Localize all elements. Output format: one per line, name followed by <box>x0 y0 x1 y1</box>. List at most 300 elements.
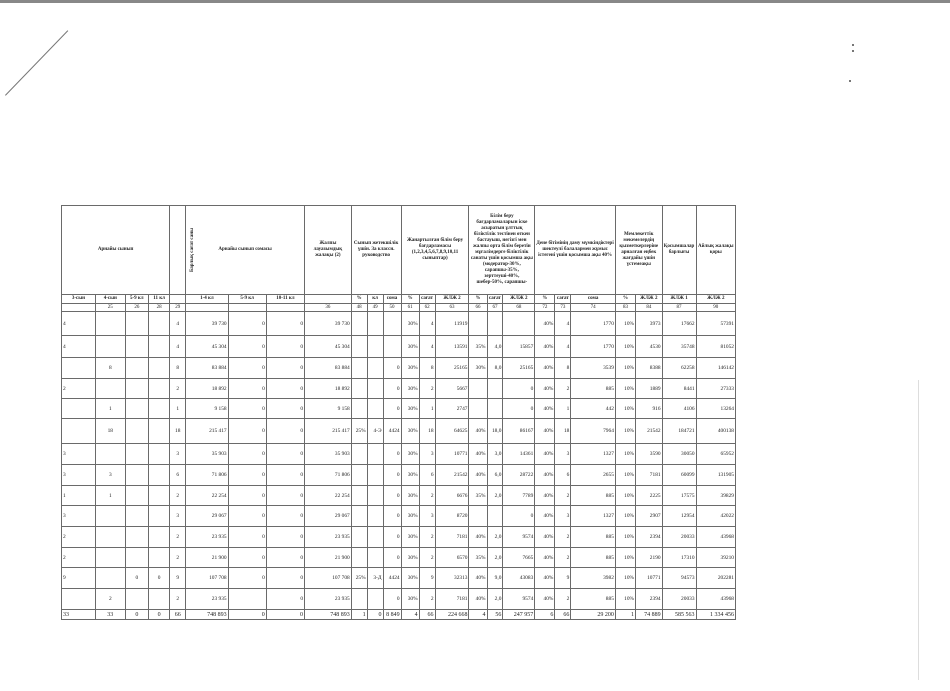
totals-row-cell: 0 <box>228 610 266 620</box>
table-row-cell <box>125 312 148 336</box>
table-row <box>62 506 736 527</box>
table-row-cell: 7181 <box>435 589 469 610</box>
subheader-row-cell: ЖЛЖ 1 <box>662 295 696 304</box>
table-row-cell: 202281 <box>696 568 735 589</box>
header-total-additions: Қосымшалар барлығы <box>662 206 696 295</box>
table-row-cell: 30050 <box>662 444 696 465</box>
table-row-cell: 6 <box>555 465 571 486</box>
totals-row-cell: 0 <box>266 610 304 620</box>
column-number-row-cell: 48 <box>351 304 367 312</box>
table-row-cell <box>383 312 401 336</box>
table-row-cell: 9 <box>419 568 435 589</box>
column-number-row-cell: 68 <box>503 304 535 312</box>
table-row-cell <box>125 399 148 419</box>
column-number-row-cell: 84 <box>636 304 663 312</box>
table-row-cell <box>149 589 170 610</box>
table-row-cell: 39 730 <box>186 312 228 336</box>
table-row-cell: 29 067 <box>305 506 352 527</box>
column-number-row-cell: 50 <box>383 304 401 312</box>
table-row-cell: 40% <box>535 312 555 336</box>
table-row-cell <box>367 444 383 465</box>
table-row-cell: 9 <box>170 568 186 589</box>
table-row <box>62 336 736 358</box>
table-row-cell: 18 <box>419 419 435 444</box>
table-row-cell <box>149 548 170 568</box>
table-row-cell: 0 <box>228 465 266 486</box>
table-row-cell: 2 <box>170 548 186 568</box>
table-row-cell <box>95 527 125 548</box>
subheader-row <box>62 295 736 304</box>
table-row-cell: 40% <box>535 548 555 568</box>
table-row-cell: 3973 <box>636 312 663 336</box>
totals-row-cell: 6 <box>535 610 555 620</box>
table-row-cell: 15857 <box>503 336 535 358</box>
table-row-cell: 3 <box>95 465 125 486</box>
table-row-cell: 30% <box>401 379 419 399</box>
table-row-cell: 0 <box>266 312 304 336</box>
table-row-cell <box>125 358 148 379</box>
table-row-cell: 10% <box>615 527 635 548</box>
table-row-cell <box>351 379 367 399</box>
subheader-row-cell: ЖЛЖ 2 <box>435 295 469 304</box>
table-row-cell <box>351 548 367 568</box>
table-row-cell: 2 <box>555 527 571 548</box>
totals-row-cell: 1 <box>615 610 635 620</box>
table-row-cell: 30% <box>401 589 419 610</box>
table-row-cell <box>228 589 266 610</box>
payroll-sheet <box>61 205 736 618</box>
table-row-cell: 30% <box>401 358 419 379</box>
table-row-cell: 8720 <box>435 506 469 527</box>
table-row-cell: 35% <box>469 548 487 568</box>
table-row-cell: 29 067 <box>186 506 228 527</box>
table-row-cell: 2 <box>170 486 186 506</box>
subheader-row-cell: сағат <box>487 295 503 304</box>
table-row-cell: 2907 <box>636 506 663 527</box>
table-row-cell: 0 <box>266 506 304 527</box>
table-row-cell: 0 <box>383 444 401 465</box>
table-row-cell <box>351 312 367 336</box>
table-row-cell: 11919 <box>435 312 469 336</box>
table-row-cell <box>149 527 170 548</box>
table-row-cell <box>149 465 170 486</box>
table-row-cell: 131905 <box>696 465 735 486</box>
column-number-row-cell: 83 <box>615 304 635 312</box>
table-row-cell: 18 <box>170 419 186 444</box>
header-total-salary: Жалпы лауазымдық жалақы (2) <box>305 206 352 295</box>
table-row-cell: 4 <box>555 336 571 358</box>
table-row-cell: 40% <box>469 444 487 465</box>
totals-row-cell: 0 <box>125 610 148 620</box>
table-row-cell: 0 <box>383 589 401 610</box>
totals-row-cell: 33 <box>62 610 96 620</box>
table-row-cell: 18 892 <box>186 379 228 399</box>
table-row-cell: 39210 <box>696 548 735 568</box>
table-row-cell <box>351 486 367 506</box>
table-row-cell <box>125 527 148 548</box>
totals-row-cell: 247 957 <box>503 610 535 620</box>
table-row-cell: 1 <box>95 399 125 419</box>
totals-row-cell: 748 893 <box>186 610 228 620</box>
table-row-cell: 3 <box>170 506 186 527</box>
table-row-cell: 1327 <box>571 444 616 465</box>
table-row-cell: 4 <box>170 312 186 336</box>
table-row-cell <box>95 548 125 568</box>
column-number-row-cell: 36 <box>305 304 352 312</box>
table-row-cell: 40% <box>535 506 555 527</box>
table-row-cell: 43083 <box>503 568 535 589</box>
table-row-cell: 9,0 <box>487 568 503 589</box>
table-row-cell <box>125 486 148 506</box>
table-row-cell: 2 <box>419 527 435 548</box>
subheader-row-cell: % <box>351 295 367 304</box>
table-row-cell: 1 <box>555 399 571 419</box>
table-row-cell: 442 <box>571 399 616 419</box>
subheader-row-cell: 1-4 кл <box>186 295 228 304</box>
table-row-cell: 0 <box>383 465 401 486</box>
totals-row-cell: 4 <box>469 610 487 620</box>
table-row-cell: 10% <box>615 399 635 419</box>
table-row-cell: 146142 <box>696 358 735 379</box>
table-row-cell: 4-Э <box>367 419 383 444</box>
table-row-cell: 107 708 <box>305 568 352 589</box>
table-row-cell: 2 <box>62 527 96 548</box>
table-row-cell: 32313 <box>435 568 469 589</box>
table-row-cell <box>367 548 383 568</box>
table-row-cell <box>367 589 383 610</box>
totals-row-cell: 66 <box>170 610 186 620</box>
table-row-cell: 885 <box>571 548 616 568</box>
header-special-class-amount: Арнайы сынып сомасы <box>186 206 305 295</box>
table-row-cell: 23 935 <box>305 527 352 548</box>
table-row-cell: 1 <box>62 486 96 506</box>
column-number-row-cell: 67 <box>487 304 503 312</box>
table-row-cell: 43968 <box>696 527 735 548</box>
table-row-cell <box>367 506 383 527</box>
header-monthly-fund: Айлық жалақы қоры <box>696 206 735 295</box>
subheader-row-cell: сағат <box>555 295 571 304</box>
table-row-cell: 83 884 <box>186 358 228 379</box>
table-row-cell <box>487 379 503 399</box>
subheader-row-cell: 5-9 кл <box>125 295 148 304</box>
table-row-cell: 0 <box>503 399 535 419</box>
header-qualification-allowance: Білім беру бағдарламаларын іске асыратын ұлттық біліктілік тестінен өткен бастауыш, негізгі мен жалпы орта білім беретін мұғалімдерге біліктілік санаты үшін қосымша ақы (модератор-30%, сарапшы-35%, зерттеуші-40%, шебер-50%, сарапшы- <box>469 206 535 295</box>
table-row-cell <box>487 506 503 527</box>
table-row-cell: 0 <box>266 336 304 358</box>
subheader-row-cell: % <box>401 295 419 304</box>
table-row-cell <box>487 312 503 336</box>
subheader-row-cell: 11 кл <box>149 295 170 304</box>
table-row-cell: 3590 <box>636 444 663 465</box>
scan-speck <box>849 80 851 82</box>
table-row-cell: 10% <box>615 358 635 379</box>
subheader-row-cell: % <box>469 295 487 304</box>
table-row-cell: 2 <box>170 589 186 610</box>
table-row-cell: 0 <box>266 419 304 444</box>
table-row-cell: 12954 <box>662 506 696 527</box>
totals-row-cell: 585 563 <box>662 610 696 620</box>
table-row-cell: 3 <box>419 506 435 527</box>
table-row-cell: 0 <box>149 568 170 589</box>
column-number-row-cell: 25 <box>95 304 125 312</box>
table-row-cell: 10% <box>615 568 635 589</box>
table-row-cell: 30% <box>401 336 419 358</box>
table-row-cell: 35% <box>469 336 487 358</box>
table-row-cell <box>469 506 487 527</box>
subheader-row-cell <box>170 295 186 304</box>
table-row-cell: 885 <box>571 527 616 548</box>
table-row-cell: 40% <box>535 379 555 399</box>
table-row-cell: 10% <box>615 589 635 610</box>
totals-row-cell: 8 849 <box>383 610 401 620</box>
totals-row-cell: 4 <box>401 610 419 620</box>
table-row-cell: 8388 <box>636 358 663 379</box>
table-row-cell: 0 <box>266 548 304 568</box>
table-row-cell: 2,0 <box>487 527 503 548</box>
table-row-cell: 10% <box>615 336 635 358</box>
table-row-cell <box>125 589 148 610</box>
table-row-cell: 39829 <box>696 486 735 506</box>
table-row-cell: 40% <box>535 444 555 465</box>
table-row-cell: 2,0 <box>487 486 503 506</box>
table-row-cell: 215 417 <box>305 419 352 444</box>
table-row-cell: 7665 <box>503 548 535 568</box>
table-row-cell: 0 <box>383 506 401 527</box>
table-row-cell: 2 <box>555 548 571 568</box>
table-row-cell: 0 <box>228 486 266 506</box>
table-row-cell <box>149 358 170 379</box>
table-row-cell <box>351 506 367 527</box>
table-row-cell: 3539 <box>571 358 616 379</box>
table-row-cell: 2 <box>555 379 571 399</box>
table-row-cell <box>383 336 401 358</box>
table-row <box>62 444 736 465</box>
table-row-cell: 8 <box>419 358 435 379</box>
table-row-cell: 30% <box>401 506 419 527</box>
table-row-cell: 2655 <box>571 465 616 486</box>
table-row-cell <box>125 419 148 444</box>
table-row-cell: 40% <box>469 527 487 548</box>
table-row-cell: 6570 <box>435 548 469 568</box>
table-row-cell: 17575 <box>662 486 696 506</box>
table-row-cell: 39 730 <box>305 312 352 336</box>
table-row-cell: 0 <box>228 568 266 589</box>
table-row-cell: 6676 <box>435 486 469 506</box>
column-number-row-cell: 74 <box>571 304 616 312</box>
table-row-cell: 30% <box>401 444 419 465</box>
table-row-cell: 30% <box>401 568 419 589</box>
table-row-cell <box>149 399 170 419</box>
table-row-cell <box>367 379 383 399</box>
table-row-cell: 3 <box>62 465 96 486</box>
table-row-cell <box>95 506 125 527</box>
table-row-cell: 9 <box>62 568 96 589</box>
table-row-cell: 4 <box>170 336 186 358</box>
table-row-cell <box>62 399 96 419</box>
table-row-cell: 2225 <box>636 486 663 506</box>
column-number-row-cell: 61 <box>401 304 419 312</box>
scan-right-edge <box>918 380 919 680</box>
table-row-cell: 4106 <box>662 399 696 419</box>
table-row-cell <box>125 379 148 399</box>
table-row-cell <box>149 379 170 399</box>
table-row-cell: 2394 <box>636 589 663 610</box>
table-row-cell: 10% <box>615 548 635 568</box>
table-row-cell: 2 <box>419 379 435 399</box>
table-row-cell: 0 <box>266 444 304 465</box>
table-row-cell: 10771 <box>435 444 469 465</box>
table-row-cell: 40% <box>535 568 555 589</box>
table-row-cell: 4 <box>419 336 435 358</box>
table-row-cell: 83 884 <box>305 358 352 379</box>
subheader-row-cell: сома <box>571 295 616 304</box>
table-row-cell <box>62 419 96 444</box>
table-row-cell <box>149 336 170 358</box>
column-number-row-cell: 28 <box>149 304 170 312</box>
table-row-cell: 40% <box>535 589 555 610</box>
table-row <box>62 589 736 610</box>
totals-row-cell: 66 <box>419 610 435 620</box>
table-row-cell: 4 <box>62 336 96 358</box>
table-row-cell: 6 <box>170 465 186 486</box>
table-row-cell <box>469 312 487 336</box>
table-row-cell <box>351 336 367 358</box>
salary-table-body <box>62 206 736 620</box>
table-row-cell: 27333 <box>696 379 735 399</box>
table-row-cell: 25% <box>351 419 367 444</box>
table-row-cell: 1327 <box>571 506 616 527</box>
table-row-cell <box>367 312 383 336</box>
table-row-cell: 0 <box>383 548 401 568</box>
column-number-row-cell: 63 <box>435 304 469 312</box>
subheader-row-cell: 10-11 кл <box>266 295 304 304</box>
table-row-cell: 20033 <box>662 527 696 548</box>
table-row-cell <box>351 465 367 486</box>
table-row-cell: 8 <box>170 358 186 379</box>
table-row-cell: 2394 <box>636 527 663 548</box>
table-row-cell: 35748 <box>662 336 696 358</box>
table-row-cell: 8,0 <box>487 358 503 379</box>
table-row-cell: 2,0 <box>487 589 503 610</box>
column-number-row-cell: 90 <box>696 304 735 312</box>
table-row <box>62 399 736 419</box>
table-row-cell <box>95 568 125 589</box>
table-row-cell: 0 <box>383 527 401 548</box>
table-row-cell: 885 <box>571 379 616 399</box>
table-row-cell: 21542 <box>636 419 663 444</box>
table-row-cell: 40% <box>535 399 555 419</box>
scan-speck <box>852 44 854 46</box>
scan-top-edge <box>0 0 950 3</box>
table-row-cell: 0 <box>266 527 304 548</box>
header-special-class: Арнайы сынып <box>62 206 170 295</box>
table-row-cell: 5667 <box>435 379 469 399</box>
table-row-cell: 0 <box>228 506 266 527</box>
column-number-row-cell: 62 <box>419 304 435 312</box>
table-row-cell: 30% <box>401 527 419 548</box>
table-row-cell: 3982 <box>571 568 616 589</box>
table-row-cell: 62258 <box>662 358 696 379</box>
table-row-cell: 40% <box>469 419 487 444</box>
table-row-cell: 885 <box>571 589 616 610</box>
pen-stroke-mark <box>5 30 68 96</box>
column-number-row-cell: 73 <box>555 304 571 312</box>
table-row-cell: 8 <box>555 358 571 379</box>
table-row <box>62 527 736 548</box>
table-row-cell <box>125 465 148 486</box>
table-row-cell: 40% <box>469 465 487 486</box>
table-row-cell: 400138 <box>696 419 735 444</box>
table-row-cell: 35 903 <box>186 444 228 465</box>
table-row-cell: 10% <box>615 444 635 465</box>
table-row-cell: 18 <box>95 419 125 444</box>
column-number-row-cell <box>62 304 96 312</box>
table-row-cell: 35 903 <box>305 444 352 465</box>
totals-row-cell: 33 <box>95 610 125 620</box>
table-row-cell: 21542 <box>435 465 469 486</box>
header-updated-program: Жанартылған білім беру бағдарламасы (1,2,3,4,5,6,7,8,9,10,11 сыныптар) <box>401 206 469 295</box>
table-row-cell: 10% <box>615 465 635 486</box>
table-row-cell: 0 <box>383 379 401 399</box>
table-row-cell: 40% <box>535 419 555 444</box>
table-row-cell: 1 <box>170 399 186 419</box>
table-row-cell: 0 <box>503 379 535 399</box>
table-row-cell: 40% <box>469 589 487 610</box>
table-row-cell: 40% <box>469 568 487 589</box>
totals-row-cell: 0 <box>367 610 383 620</box>
table-row-cell: 9574 <box>503 589 535 610</box>
table-row-cell: 2 <box>95 589 125 610</box>
header-class-supervision: Сынып жетекшілік үшін. За классн. руководство <box>351 206 401 295</box>
table-row-cell: 3 <box>555 444 571 465</box>
table-row-cell <box>149 444 170 465</box>
table-row-cell: 40% <box>535 465 555 486</box>
table-row-cell: 14361 <box>503 444 535 465</box>
table-row-cell: 17310 <box>662 548 696 568</box>
salary-table <box>61 205 736 620</box>
totals-row-cell: 56 <box>487 610 503 620</box>
column-number-row <box>62 304 736 312</box>
table-row-cell: 94573 <box>662 568 696 589</box>
subheader-row-cell: 3-сын <box>62 295 96 304</box>
table-row-cell: 30% <box>401 486 419 506</box>
table-row-cell: 40% <box>535 527 555 548</box>
table-row-cell: 0 <box>228 419 266 444</box>
table-row-cell: 2 <box>170 527 186 548</box>
table-row-cell: 18 <box>555 419 571 444</box>
table-row <box>62 312 736 336</box>
table-row-cell <box>469 379 487 399</box>
table-row-cell: 30% <box>401 548 419 568</box>
table-row-cell <box>125 336 148 358</box>
column-number-row-cell: 49 <box>367 304 383 312</box>
table-row-cell: 0 <box>228 358 266 379</box>
table-row-cell: 30% <box>401 419 419 444</box>
table-row-cell <box>62 358 96 379</box>
table-row-cell: 0 <box>228 312 266 336</box>
totals-row-cell: 29 200 <box>571 610 616 620</box>
column-number-row-cell <box>266 304 304 312</box>
table-row-cell: 4 <box>62 312 96 336</box>
table-row-cell: 0 <box>266 379 304 399</box>
table-row-cell: 0 <box>266 589 304 610</box>
table-row-cell: 57391 <box>696 312 735 336</box>
column-number-row-cell: 26 <box>125 304 148 312</box>
table-row-cell: 0 <box>383 399 401 419</box>
table-row-cell: 3 <box>419 444 435 465</box>
table-row-cell: 10% <box>615 486 635 506</box>
table-row-cell: 71 806 <box>186 465 228 486</box>
